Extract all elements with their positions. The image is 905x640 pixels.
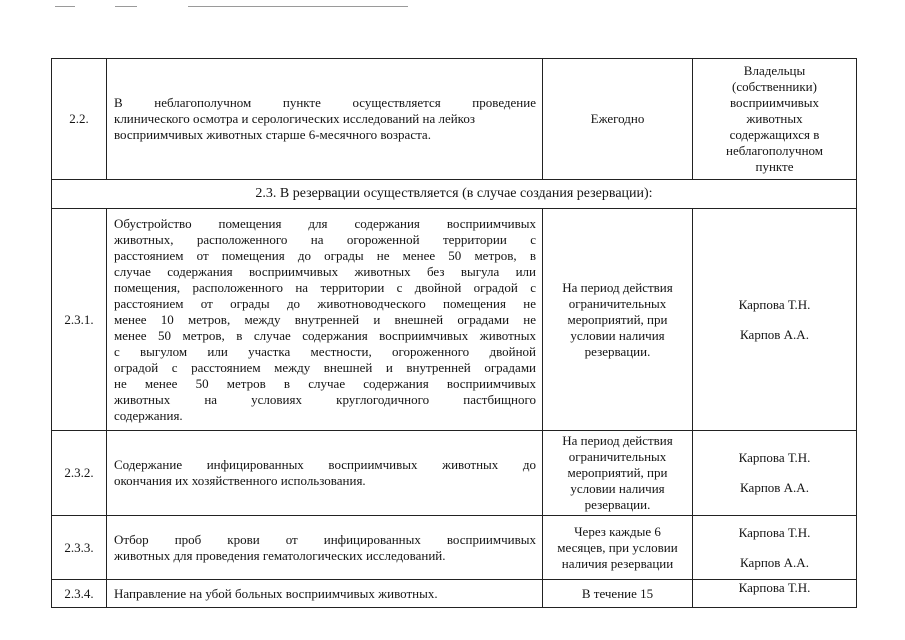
spacer: [697, 541, 852, 555]
table-row: [52, 59, 857, 180]
text-line: клинического осмотра и серологических исследований на лейкоз: [114, 111, 475, 126]
text-line: восприимчивых животных старше 6-месячного возраста.: [114, 127, 431, 142]
text-line: Владельцы: [743, 63, 806, 78]
text-line: На период действия: [562, 279, 673, 295]
section-header-row: [52, 180, 857, 209]
row-number: 2.3.2.: [52, 431, 107, 516]
table-row: [52, 431, 857, 516]
text-line: Направление на убой больных восприимчивых животных.: [114, 585, 438, 601]
text-line: Карпов А.А.: [740, 480, 809, 495]
text-line: животных для проведения гематологических исследований.: [114, 547, 446, 563]
deadline-cell: [543, 59, 693, 180]
table-row: [52, 516, 857, 580]
text-line: резервации.: [584, 343, 651, 359]
text-line: содержащихся в: [729, 127, 820, 142]
row-number: 2.2.: [52, 59, 107, 180]
text-line: На период действия: [562, 433, 673, 448]
text-line: животных: [746, 111, 803, 126]
text-line: ограничительных: [568, 449, 667, 464]
scan-artifact-line: [115, 6, 137, 7]
text-line: пункте: [755, 159, 794, 174]
row-number: 2.3.1.: [52, 209, 107, 431]
spacer: [697, 313, 852, 327]
deadline-cell: [543, 209, 693, 431]
text-line: ограничительных: [568, 295, 667, 311]
table-row: [52, 209, 857, 431]
text-line: резервации.: [584, 497, 651, 512]
measure-description: [107, 431, 543, 516]
text-line: Карпова Т.Н.: [738, 524, 811, 540]
text-line: мероприятий, при: [567, 465, 668, 480]
text-line: Карпова Т.Н.: [738, 296, 811, 312]
responsible-cell: [693, 580, 857, 608]
text-line: менее 10 метров, между внутренней и внешней оградами не: [114, 311, 536, 327]
text-line: Карпов А.А.: [740, 554, 809, 570]
text-line: мероприятий, при: [567, 311, 668, 327]
deadline-cell: [543, 431, 693, 516]
text-line: Карпова Т.Н.: [738, 580, 811, 595]
row-number: 2.3.4.: [52, 580, 107, 608]
text-line: Обустройство помещения для содержания восприимчивых: [114, 215, 536, 231]
text-line: менее 50 метров, в случае содержания восприимчивых животных: [114, 327, 536, 343]
section-header: 2.3. В резервации осуществляется (в случае создания резервации):: [52, 180, 857, 209]
table-row: [52, 580, 857, 608]
text-line: Карпова Т.Н.: [738, 450, 811, 465]
text-line: расстоянием от ограды до животноводческого помещения не: [114, 295, 536, 311]
text-line: месяцев, при условии: [557, 539, 678, 555]
text-line: помещения, расположенного на территории с двойной оградой с: [114, 279, 536, 295]
text-line: оградой с расстоянием между внешней и внутренней оградами: [114, 359, 536, 375]
deadline-cell: [543, 580, 693, 608]
text-line: наличия резервации: [561, 555, 674, 571]
text-line: Через каждые 6: [574, 523, 661, 539]
measure-description: [107, 209, 543, 431]
scan-artifact-line: [55, 6, 75, 7]
responsible-cell: [693, 431, 857, 516]
text-line: восприимчивых: [729, 95, 820, 110]
text-line: условии наличия: [570, 481, 665, 496]
responsible-cell: [693, 516, 857, 580]
measure-description: [107, 59, 543, 180]
measure-description: [107, 516, 543, 580]
responsible-cell: [693, 209, 857, 431]
text-line: условии наличия: [570, 327, 665, 343]
text-line: Карпов А.А.: [740, 326, 809, 342]
text-line: окончания их хозяйственного использования.: [114, 473, 366, 488]
text-line: Содержание инфицированных восприимчивых животных до: [114, 457, 536, 472]
text-line: Отбор проб крови от инфицированных восприимчивых: [114, 531, 536, 547]
text-line: В течение 15: [581, 585, 654, 601]
text-line: с выгулом или участка местности, огороженного двойной: [114, 343, 536, 359]
spacer: [697, 466, 852, 480]
measures-table: [51, 58, 857, 608]
text-line: Ежегодно: [590, 111, 645, 126]
text-line: содержания.: [114, 407, 183, 423]
text-line: не менее 50 метров в случае содержания восприимчивых: [114, 375, 536, 391]
text-line: животных на условиях круглогодичного пастбищного: [114, 391, 536, 407]
scan-artifact-line: [188, 6, 408, 7]
deadline-cell: [543, 516, 693, 580]
text-line: В неблагополучном пункте осуществляется проведение: [114, 95, 536, 110]
text-line: расстоянием от помещения до ограды не менее 50 метров, в: [114, 247, 536, 263]
measure-description: [107, 580, 543, 608]
text-line: случае содержания восприимчивых животных без выгула или: [114, 263, 536, 279]
responsible-cell: [693, 59, 857, 180]
row-number: 2.3.3.: [52, 516, 107, 580]
text-line: (собственники): [732, 79, 817, 94]
text-line: неблагополучном: [725, 143, 824, 158]
text-line: животных, расположенного на огороженной территории с: [114, 231, 536, 247]
